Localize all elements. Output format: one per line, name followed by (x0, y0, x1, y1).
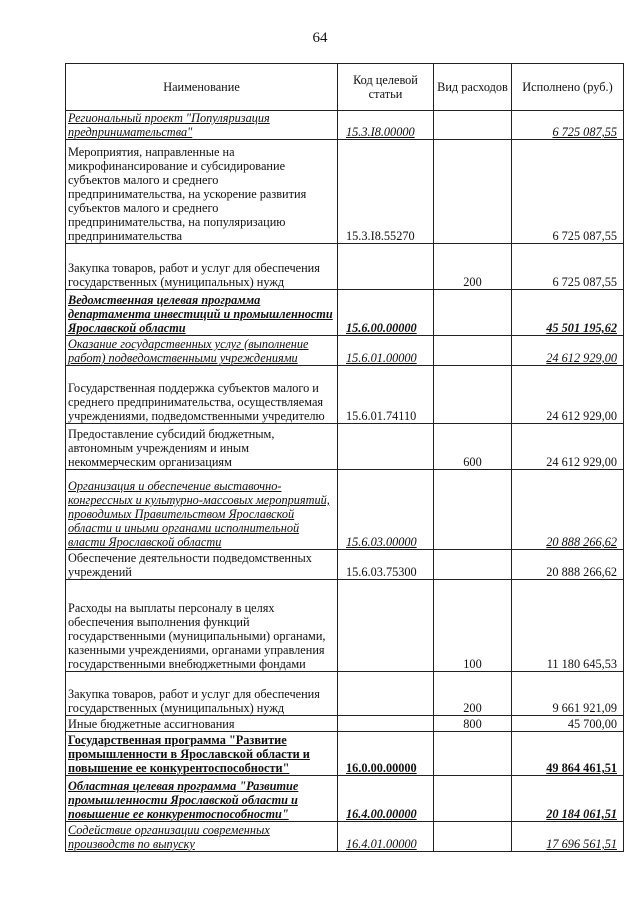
table-row (66, 822, 624, 852)
table-row (66, 111, 624, 140)
row-name: Оказание государственных услуг (выполнение работ) подведомственными учреждениями (66, 336, 338, 366)
row-vid: 200 (434, 672, 512, 716)
row-code (338, 244, 434, 290)
table-body (66, 111, 624, 852)
row-amount: 20 888 266,62 (512, 550, 624, 580)
row-amount: 20 888 266,62 (512, 470, 624, 550)
row-name: Закупка товаров, работ и услуг для обеспечения государственных (муниципальных) нужд (66, 672, 338, 716)
row-name: Государственная программа "Развитие промышленности в Ярославской области и повышение ее конкурентоспособности" (66, 732, 338, 776)
row-name: Расходы на выплаты персоналу в целях обеспечения выполнения функций государственными (муниципальными) органами, казенными учреждениями, органами управления государственными внебюджетными фондами (66, 580, 338, 672)
table-row (66, 716, 624, 732)
row-amount: 45 700,00 (512, 716, 624, 732)
table-header-row (66, 64, 624, 111)
row-vid (434, 336, 512, 366)
table-row (66, 366, 624, 424)
table-row (66, 580, 624, 672)
row-code: 15.6.00.00000 (338, 290, 434, 336)
row-code: 15.6.03.00000 (338, 470, 434, 550)
row-name: Содействие организации современных производств по выпуску (66, 822, 338, 852)
row-amount: 6 725 087,55 (512, 244, 624, 290)
row-name: Ведомственная целевая программа департамента инвестиций и промышленности Ярославской области (66, 290, 338, 336)
row-amount: 6 725 087,55 (512, 111, 624, 140)
row-name: Региональный проект "Популяризация предпринимательства" (66, 111, 338, 140)
row-code: 15.6.01.00000 (338, 336, 434, 366)
row-vid (434, 140, 512, 244)
header-name: Наименование (66, 64, 338, 111)
row-vid (434, 366, 512, 424)
budget-table (65, 63, 624, 852)
table-row (66, 290, 624, 336)
row-amount: 6 725 087,55 (512, 140, 624, 244)
row-vid (434, 111, 512, 140)
row-code: 15.6.01.74110 (338, 366, 434, 424)
row-amount: 49 864 461,51 (512, 732, 624, 776)
row-code: 16.0.00.00000 (338, 732, 434, 776)
page-number: 64 (312, 30, 328, 46)
row-name: Государственная поддержка субъектов малого и среднего предпринимательства, осуществляемая учреждениями, подведомственными учредителю (66, 366, 338, 424)
row-code: 15.3.I8.00000 (338, 111, 434, 140)
row-amount: 17 696 561,51 (512, 822, 624, 852)
table-row (66, 776, 624, 822)
row-amount: 20 184 061,51 (512, 776, 624, 822)
row-name: Закупка товаров, работ и услуг для обеспечения государственных (муниципальных) нужд (66, 244, 338, 290)
row-code (338, 580, 434, 672)
row-vid (434, 822, 512, 852)
row-name: Организация и обеспечение выставочно-конгрессных и культурно-массовых мероприятий, проводимых Правительством Ярославской области и иными органами исполнительной власти Ярославской области (66, 470, 338, 550)
row-vid (434, 732, 512, 776)
table-row (66, 336, 624, 366)
row-vid: 600 (434, 424, 512, 470)
table-row (66, 424, 624, 470)
header-code: Код целевой статьи (338, 64, 434, 111)
row-vid (434, 290, 512, 336)
header-amount: Исполнено (руб.) (512, 64, 624, 111)
row-name: Предоставление субсидий бюджетным, автономным учреждениям и иным некоммерческим организациям (66, 424, 338, 470)
row-vid: 800 (434, 716, 512, 732)
row-name: Мероприятия, направленные на микрофинансирование и субсидирование субъектов малого и среднего предпринимательства, на ускорение развития субъектов малого и среднего предпринимательства, на популяризацию предпринимательства (66, 140, 338, 244)
row-code (338, 716, 434, 732)
row-name: Иные бюджетные ассигнования (66, 716, 338, 732)
row-amount: 11 180 645,53 (512, 580, 624, 672)
row-vid (434, 470, 512, 550)
row-code: 15.6.03.75300 (338, 550, 434, 580)
row-amount: 24 612 929,00 (512, 366, 624, 424)
row-amount: 9 661 921,09 (512, 672, 624, 716)
row-code: 15.3.I8.55270 (338, 140, 434, 244)
row-amount: 45 501 195,62 (512, 290, 624, 336)
row-vid (434, 776, 512, 822)
row-code: 16.4.00.00000 (338, 776, 434, 822)
table-row (66, 140, 624, 244)
table-row (66, 732, 624, 776)
row-amount: 24 612 929,00 (512, 336, 624, 366)
row-vid: 200 (434, 244, 512, 290)
header-vid: Вид расходов (434, 64, 512, 111)
row-code (338, 424, 434, 470)
row-name: Областная целевая программа "Развитие промышленности Ярославской области и повышение ее конкурентоспособности" (66, 776, 338, 822)
row-vid: 100 (434, 580, 512, 672)
row-code: 16.4.01.00000 (338, 822, 434, 852)
row-name: Обеспечение деятельности подведомственных учреждений (66, 550, 338, 580)
table-row (66, 672, 624, 716)
row-vid (434, 550, 512, 580)
table-row (66, 550, 624, 580)
table-row (66, 470, 624, 550)
row-amount: 24 612 929,00 (512, 424, 624, 470)
table-row (66, 244, 624, 290)
row-code (338, 672, 434, 716)
